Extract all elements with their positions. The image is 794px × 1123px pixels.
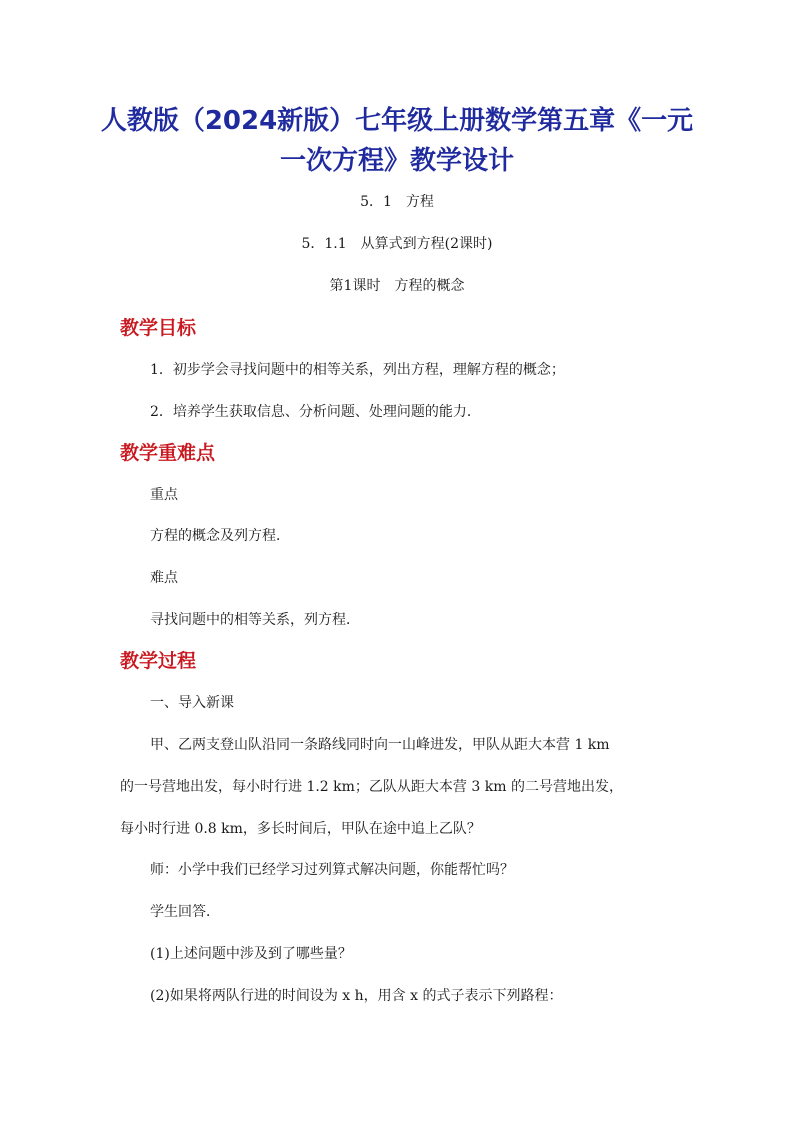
objectives-heading: 教学目标 — [120, 317, 197, 339]
difficulty-label: 难点 — [150, 570, 178, 586]
focus-label: 重点 — [150, 487, 178, 503]
key-points-heading: 教学重难点 — [120, 442, 216, 464]
question-1: (1)上述问题中涉及到了哪些量？ — [150, 946, 352, 962]
document-title-line-1: 人教版（2024新版）七年级上册数学第五章《一元 — [100, 106, 694, 136]
student-response: 学生回答． — [150, 904, 220, 920]
lesson-title: 第1课时 方程的概念 — [329, 278, 465, 294]
subsection-title: 5．1.1 从算式到方程(2课时) — [301, 236, 493, 252]
section-title: 5．1 方程 — [360, 194, 434, 210]
objective-item: 1．初步学会寻找问题中的相等关系，列出方程，理解方程的概念； — [150, 362, 565, 378]
problem-line-3: 每小时行进 0.8 km，多长时间后，甲队在途中追上乙队？ — [120, 821, 481, 837]
difficulty-text: 寻找问题中的相等关系，列方程． — [150, 612, 360, 628]
focus-text: 方程的概念及列方程． — [150, 528, 290, 544]
process-step-1: 一、导入新课 — [150, 695, 234, 711]
objective-item: 2．培养学生获取信息、分析问题、处理问题的能力． — [150, 404, 481, 420]
problem-line-1: 甲、乙两支登山队沿同一条路线同时向一山峰进发，甲队从距大本营 1 km — [150, 737, 610, 753]
teacher-prompt: 师：小学中我们已经学习过列算式解决问题，你能帮忙吗？ — [150, 862, 514, 878]
question-2: (2)如果将两队行进的时间设为 x h，用含 x 的式子表示下列路程： — [150, 988, 563, 1004]
document-title-line-2: 一次方程》教学设计 — [279, 146, 514, 176]
process-heading: 教学过程 — [120, 650, 197, 672]
problem-line-2: 的一号营地出发，每小时行进 1.2 km；乙队从距大本营 3 km 的二号营地出发， — [120, 779, 623, 795]
